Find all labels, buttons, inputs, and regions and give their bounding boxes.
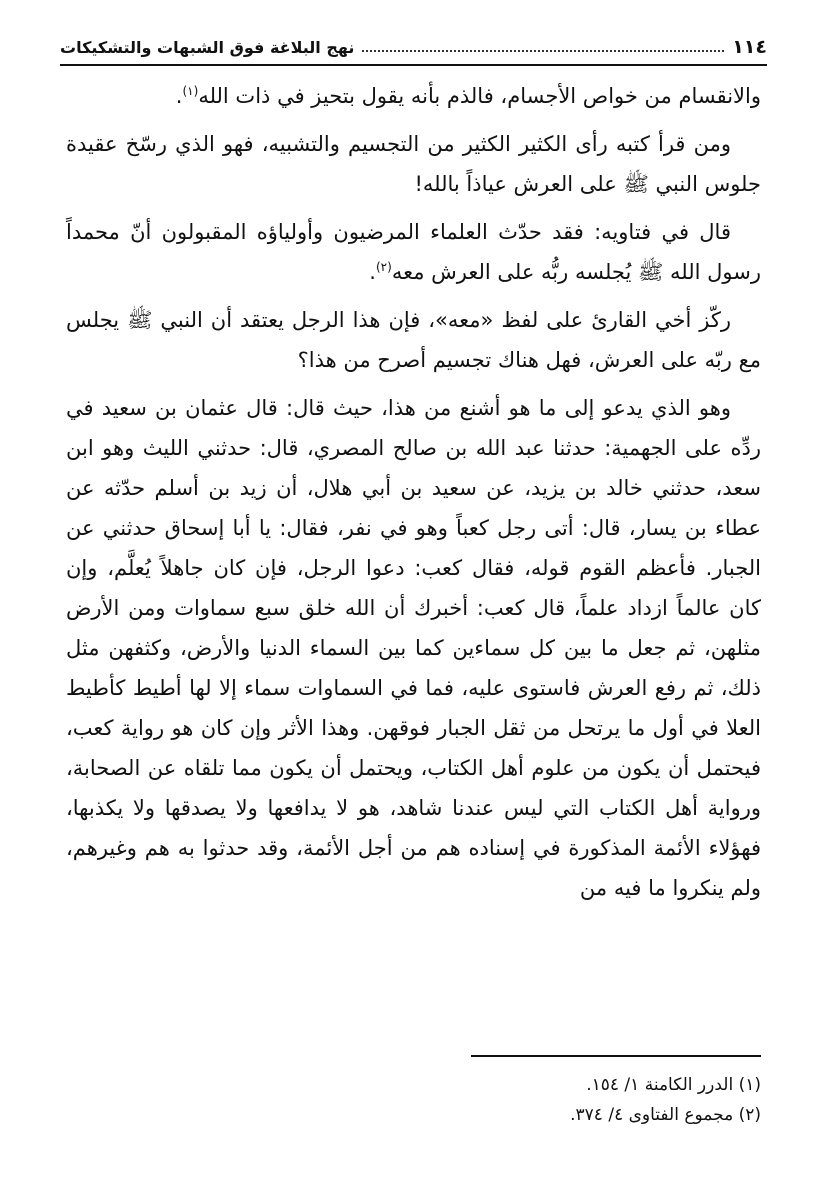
paragraph-tail: . [369, 260, 376, 284]
footnote-1: (١) الدرر الكامنة ١/ ١٥٤. [586, 1075, 761, 1095]
page-number: ١١٤ [732, 36, 767, 58]
paragraph-3 [66, 212, 761, 292]
paragraph-2 [66, 124, 761, 204]
footnotes [66, 1070, 761, 1130]
paragraph-1 [66, 76, 761, 116]
header-dot-leader [362, 50, 724, 52]
footnote-ref-1: (١) [182, 84, 199, 98]
paragraph-text: قال في فتاويه: فقد حدّث العلماء المرضيون وأولياؤه المقبولون أنّ محمداً رسول الله ﷺ يُجلسه ربُّه على العرش معه [66, 220, 761, 284]
paragraph-5 [66, 388, 761, 908]
footnote-ref-2: (٢) [375, 260, 392, 274]
page-header [60, 30, 767, 66]
paragraph-text: ركّز أخي القارئ على لفظ «معه»، فإن هذا الرجل يعتقد أن النبي ﷺ يجلس مع ربّه على العرش، فهل هناك تجسيم أصرح من هذا؟ [66, 308, 761, 372]
paragraph-tail: . [175, 84, 183, 108]
footnote-2: (٢) مجموع الفتاوى ٤/ ٣٧٤. [570, 1105, 761, 1125]
running-title: نهج البلاغة فوق الشبهات والتشكيكات [60, 37, 355, 57]
footnote-separator [471, 1055, 761, 1057]
paragraph-4 [66, 300, 761, 380]
paragraph-text: والانقسام من خواص الأجسام، فالذم بأنه يقول بتحيز في ذات الله [198, 84, 761, 108]
paragraph-text: ومن قرأ كتبه رأى الكثير الكثير من التجسيم والتشبيه، فهو الذي رسّخ عقيدة جلوس النبي ﷺ على العرش عياذاً بالله! [66, 132, 761, 196]
page-body [66, 76, 761, 916]
paragraph-text: وهو الذي يدعو إلى ما هو أشنع من هذا، حيث قال: قال عثمان بن سعيد في ردِّه على الجهمية: حدثنا عبد الله بن صالح المصري، قال: حدثني الليث وهو ابن سعد، حدثني خالد بن يزيد، عن سعيد بن أبي هلال، أن زيد بن أسلم حدّثه عن عطاء بن يسار، قال: أتى رجل كعباً وهو في نفر، فقال: يا أبا إسحاق حدثني عن الجبار. فأعظم القوم قوله، فقال كعب: دعوا الرجل، فإن كان جاهلاً يُعلَّم، وإن كان عالماً ازداد علماً، قال كعب: أخبرك أن الله خلق سبع سماوات ومن الأرض مثلهن، ثم جعل ما بين كل سماءين كما بين السماء الدنيا والأرض، وكثفهن مثل ذلك، ثم رفع العرش فاستوى عليه، فما في السماوات سماء إلا لها أطيط كأطيط العلا في أول ما يرتحل من ثقل الجبار فوقهن. وهذا الأثر وإن كان هو رواية كعب، فيحتمل أن يكون من علوم أهل الكتاب، ويحتمل أن يكون مما تلقاه عن الصحابة، ورواية أهل الكتاب التي ليس عندنا شاهد، هو لا يدافعها ولا يصدقها ولا يكذبها، فهؤلاء الأئمة المذكورة في إسناده هم من أجل الأئمة، وقد حدثوا به هم وغيرهم، ولم ينكروا ما فيه من [66, 396, 761, 900]
